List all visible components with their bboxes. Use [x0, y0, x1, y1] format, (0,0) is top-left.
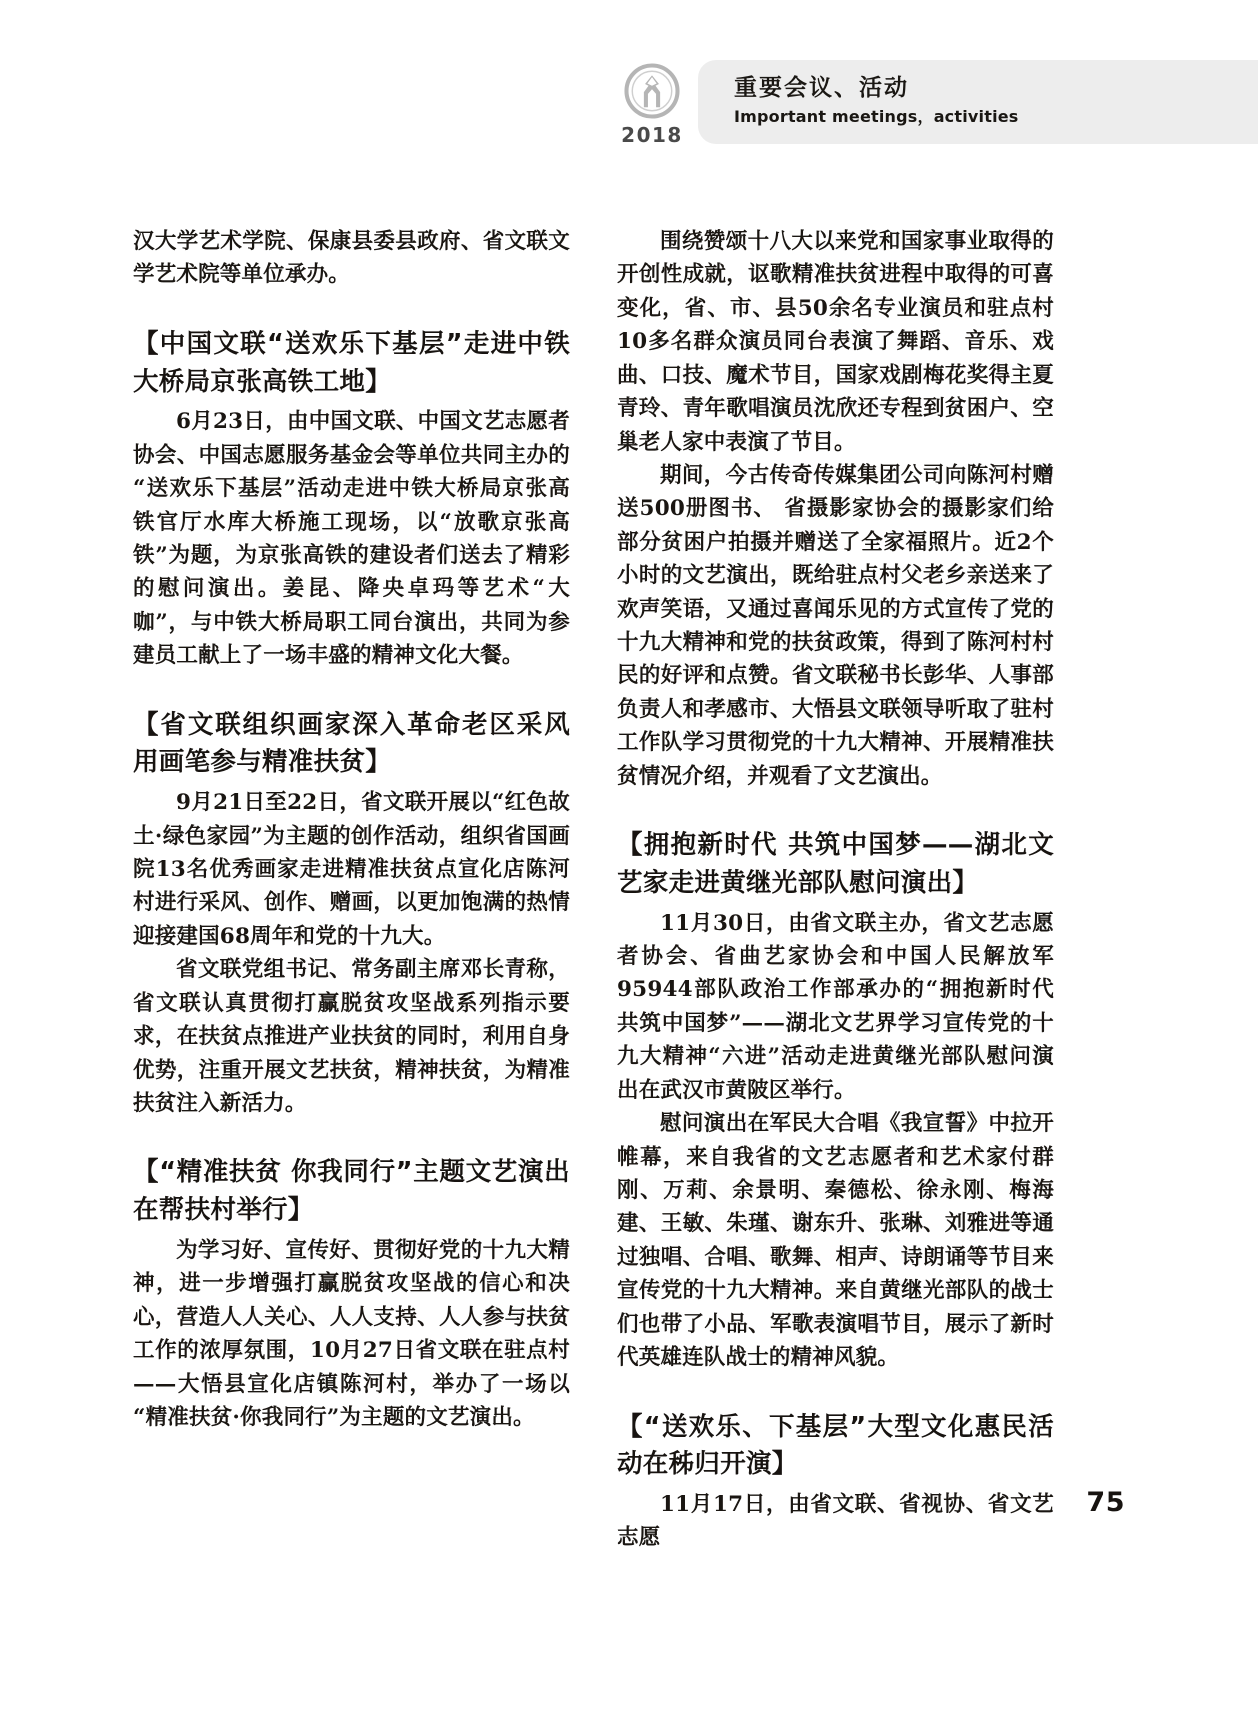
- body-paragraph: 期间，今古传奇传媒集团公司向陈河村赠送500册图书、 省摄影家协会的摄影家们给部分贫困户拍摄并赠送了全家福照片。近2个小时的文艺演出，既给驻点村父老乡亲送来了欢声笑语，又通过喜闻乐见的方式宣传了党的十九大精神和党的扶贫政策，得到了陈河村村民的好评和点赞。省文联秘书长彭华、人事部负责人和孝感市、大悟县文联领导听取了驻村工作队学习贯彻党的十九大精神、开展精准扶贫情况介绍，并观看了文艺演出。: [617, 462, 1054, 789]
- body-paragraph: 11月17日，由省文联、省视协、省文艺志愿: [617, 1492, 1054, 1551]
- circular-emblem-icon: [623, 62, 681, 120]
- page-running-header: [0, 0, 1258, 175]
- section-heading: 【“精准扶贫 你我同行”主题文艺演出在帮扶村举行】: [133, 1157, 570, 1226]
- right-text-column: [617, 225, 1054, 1555]
- logo-year-label: 2018: [621, 123, 683, 147]
- header-title-cn: 重要会议、活动: [734, 75, 909, 101]
- header-title-band: [698, 60, 1258, 144]
- logo-block: [612, 60, 692, 147]
- page-number: 75: [1086, 1487, 1125, 1518]
- section-heading: 【中国文联“送欢乐下基层”走进中铁大桥局京张高铁工地】: [133, 328, 570, 397]
- body-paragraph: 9月21日至22日，省文联开展以“红色故土·绿色家园”为主题的创作活动，组织省国画院13名优秀画家走进精准扶贫点宣化店陈河村进行采风、创作、赠画，以更加饱满的热情迎接建国68周年和党的十九大。: [133, 790, 570, 949]
- section-heading: 【拥抱新时代 共筑中国梦——湖北文艺家走进黄继光部队慰问演出】: [617, 830, 1054, 898]
- body-paragraph: 围绕赞颂十八大以来党和国家事业取得的开创性成就，讴歌精准扶贫进程中取得的可喜变化，省、市、县50余名专业演员和驻点村10多名群众演员同台表演了舞蹈、音乐、戏曲、口技、魔术节目，国家戏剧梅花奖得主夏青玲、青年歌唱演员沈欣还专程到贫困户、空巢老人家中表演了节目。: [617, 229, 1054, 455]
- section-heading: 【“送欢乐、下基层”大型文化惠民活动在秭归开演】: [617, 1411, 1054, 1480]
- body-paragraph: 汉大学艺术学院、保康县委县政府、省文联文学艺术院等单位承办。: [133, 229, 570, 288]
- section-heading: 【省文联组织画家深入革命老区采风用画笔参与精准扶贫】: [133, 709, 570, 778]
- body-paragraph: 为学习好、宣传好、贯彻好党的十九大精神，进一步增强打赢脱贫攻坚战的信心和决心，营造人人关心、人人支持、人人参与扶贫工作的浓厚氛围，10月27日省文联在驻点村——大悟县宣化店镇陈河村，举办了一场以“精准扶贫·你我同行”为主题的文艺演出。: [133, 1237, 570, 1430]
- body-paragraph: 慰问演出在军民大合唱《我宣誓》中拉开帷幕，来自我省的文艺志愿者和艺术家付群刚、万莉、余景明、秦德松、徐永刚、梅海建、王敏、朱瑾、谢东升、张琳、刘雅进等通过独唱、合唱、歌舞、相声、诗朗诵等节目来宣传党的十九大精神。来自黄继光部队的战士们也带了小品、军歌表演唱节目，展示了新时代英雄连队战士的精神风貌。: [617, 1111, 1054, 1371]
- body-paragraph: 11月30日，由省文联主办，省文艺志愿者协会、省曲艺家协会和中国人民解放军95944部队政治工作部承办的“拥抱新时代 共筑中国梦”——湖北文艺界学习宣传党的十九大精神“六进”活动走进黄继光部队慰问演出在武汉市黄陂区举行。: [617, 910, 1054, 1103]
- body-paragraph: 6月23日，由中国文联、中国文艺志愿者协会、中国志愿服务基金会等单位共同主办的“送欢乐下基层”活动走进中铁大桥局京张高铁官厅水库大桥施工现场，以“放歌京张高铁”为题，为京张高铁的建设者们送去了精彩的慰问演出。姜昆、降央卓玛等艺术“大咖”，与中铁大桥局职工同台演出，共同为参建员工献上了一场丰盛的精神文化大餐。: [133, 409, 570, 669]
- body-paragraph: 省文联党组书记、常务副主席邓长青称，省文联认真贯彻打赢脱贫攻坚战系列指示要求，在扶贫点推进产业扶贫的同时，利用自身优势，注重开展文艺扶贫，精神扶贫，为精准扶贫注入新活力。: [133, 957, 570, 1116]
- header-title-en: Important meetings，activities: [734, 107, 1019, 127]
- header-inner: [612, 60, 1258, 147]
- left-text-column: [133, 225, 570, 1434]
